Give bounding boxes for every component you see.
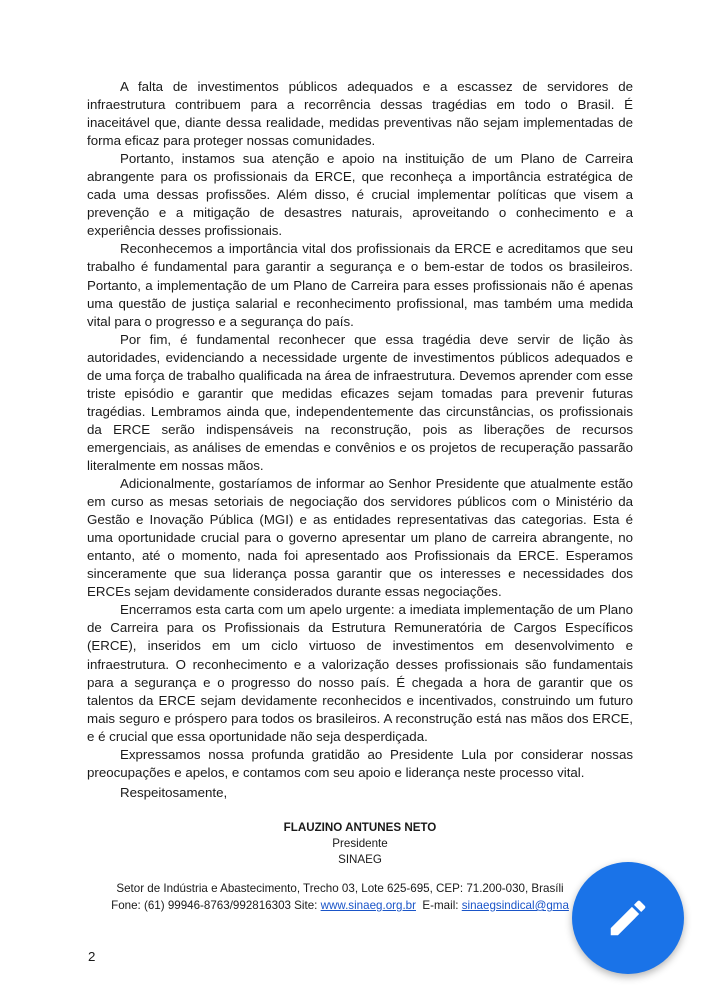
footer-phone: Fone: (61) 99946-8763/992816303 Site:	[111, 899, 321, 912]
footer-email-label: E-mail:	[415, 899, 462, 912]
page-number: 2	[88, 949, 96, 964]
footer-contact	[80, 897, 600, 914]
paragraph-2: Portanto, instamos sua atenção e apoio na instituição de um Plano de Carreira abrangente para os profissionais da ERCE, que reconheça a importância estratégica de cada uma dessas profissões. Além disso, é crucial implementar políticas que visem a prevenção e a mitigação de desastres naturais, aproveitando o conhecimento e a experiência desses profissionais.	[87, 151, 633, 239]
footer-address: Setor de Indústria e Abastecimento, Trecho 03, Lote 625-695, CEP: 71.200-030, Brasíli	[116, 882, 564, 895]
closing-salutation: Respeitosamente,	[120, 785, 228, 800]
website-link[interactable]: www.sinaeg.org.br	[320, 899, 416, 912]
pencil-edit-icon	[605, 895, 651, 941]
paragraph-3: Reconhecemos a importância vital dos profissionais da ERCE e acreditamos que seu trabalho é fundamental para garantir a segurança e o bem-estar de todos os brasileiros. Portanto, a implementação de um Plano de Carreira para esses profissionais não é apenas uma questão de justiça salarial e reconhecimento profissional, mas também uma medida vital para o progresso e a segurança do país.	[87, 241, 633, 329]
paragraph-1: A falta de investimentos públicos adequados e a escassez de servidores de infraestrutura contribuem para a recorrência dessas tragédias em todo o Brasil. É inaceitável que, diante dessa realidade, medidas preventivas não sejam implementadas de forma eficaz para proteger nossas comunidades.	[87, 79, 633, 149]
paragraph-6: Encerramos esta carta com um apelo urgente: a imediata implementação de um Plano de Carreira para os Profissionais da Estrutura Remuneratória de Cargos Específicos (ERCE), inseridos em um ciclo virtuoso de investimentos em desenvolvimento e infraestrutura. O reconhecimento e a valorização desses profissionais são fundamentais para a segurança e o progresso do nosso país. É chegada a hora de garantir que os talentos da ERCE sejam devidamente reconhecidos e incentivados, construindo um futuro mais seguro e próspero para todos os brasileiros. A reconstrução está nas mãos dos ERCE, e é crucial que essa oportunidade não seja desperdiçada.	[87, 602, 633, 744]
signatory-name: FLAUZINO ANTUNES NETO	[283, 821, 437, 834]
paragraph-4: Por fim, é fundamental reconhecer que essa tragédia deve servir de lição às autoridades, evidenciando a necessidade urgente de investimentos públicos adequados e de uma força de trabalho qualificada na área de infraestrutura. Devemos aprender com esse triste episódio e garantir que medidas eficazes sejam tomadas para prevenir futuras tragédias. Lembramos ainda que, independentemente das circunstâncias, os profissionais da ERCE serão indispensáveis na reconstrução, pois as liberações de recursos emergenciais, as análises de emendas e convênios e os projetos de recuperação passarão literalmente em nossas mãos.	[87, 331, 633, 473]
signature-block	[160, 820, 560, 868]
paragraph-5: Adicionalmente, gostaríamos de informar ao Senhor Presidente que atualmente estão em curso as mesas setoriais de negociação dos servidores públicos com o Ministério da Gestão e Inovação Pública (MGI) e as entidades representativas das categorias. Esta é uma oportunidade crucial para o governo apresentar um plano de carreira abrangente, no entanto, até o momento, nada foi apresentado aos Profissionais da ERCE. Esperamos sinceramente que sua liderança possa garantir que os interesses e necessidades dos ERCEs sejam devidamente considerados durante essas negociações.	[87, 476, 633, 600]
signatory-organization: SINAEG	[338, 853, 382, 866]
paragraph-7: Expressamos nossa profunda gratidão ao Presidente Lula por considerar nossas preocupações e apelos, e contamos com seu apoio e liderança neste processo vital.	[87, 746, 633, 780]
signatory-role: Presidente	[332, 837, 388, 850]
letterhead-footer	[80, 880, 600, 914]
letter-body	[87, 78, 633, 782]
email-link[interactable]: sinaegsindical@gma	[461, 899, 569, 912]
edit-fab-button[interactable]	[572, 862, 684, 974]
